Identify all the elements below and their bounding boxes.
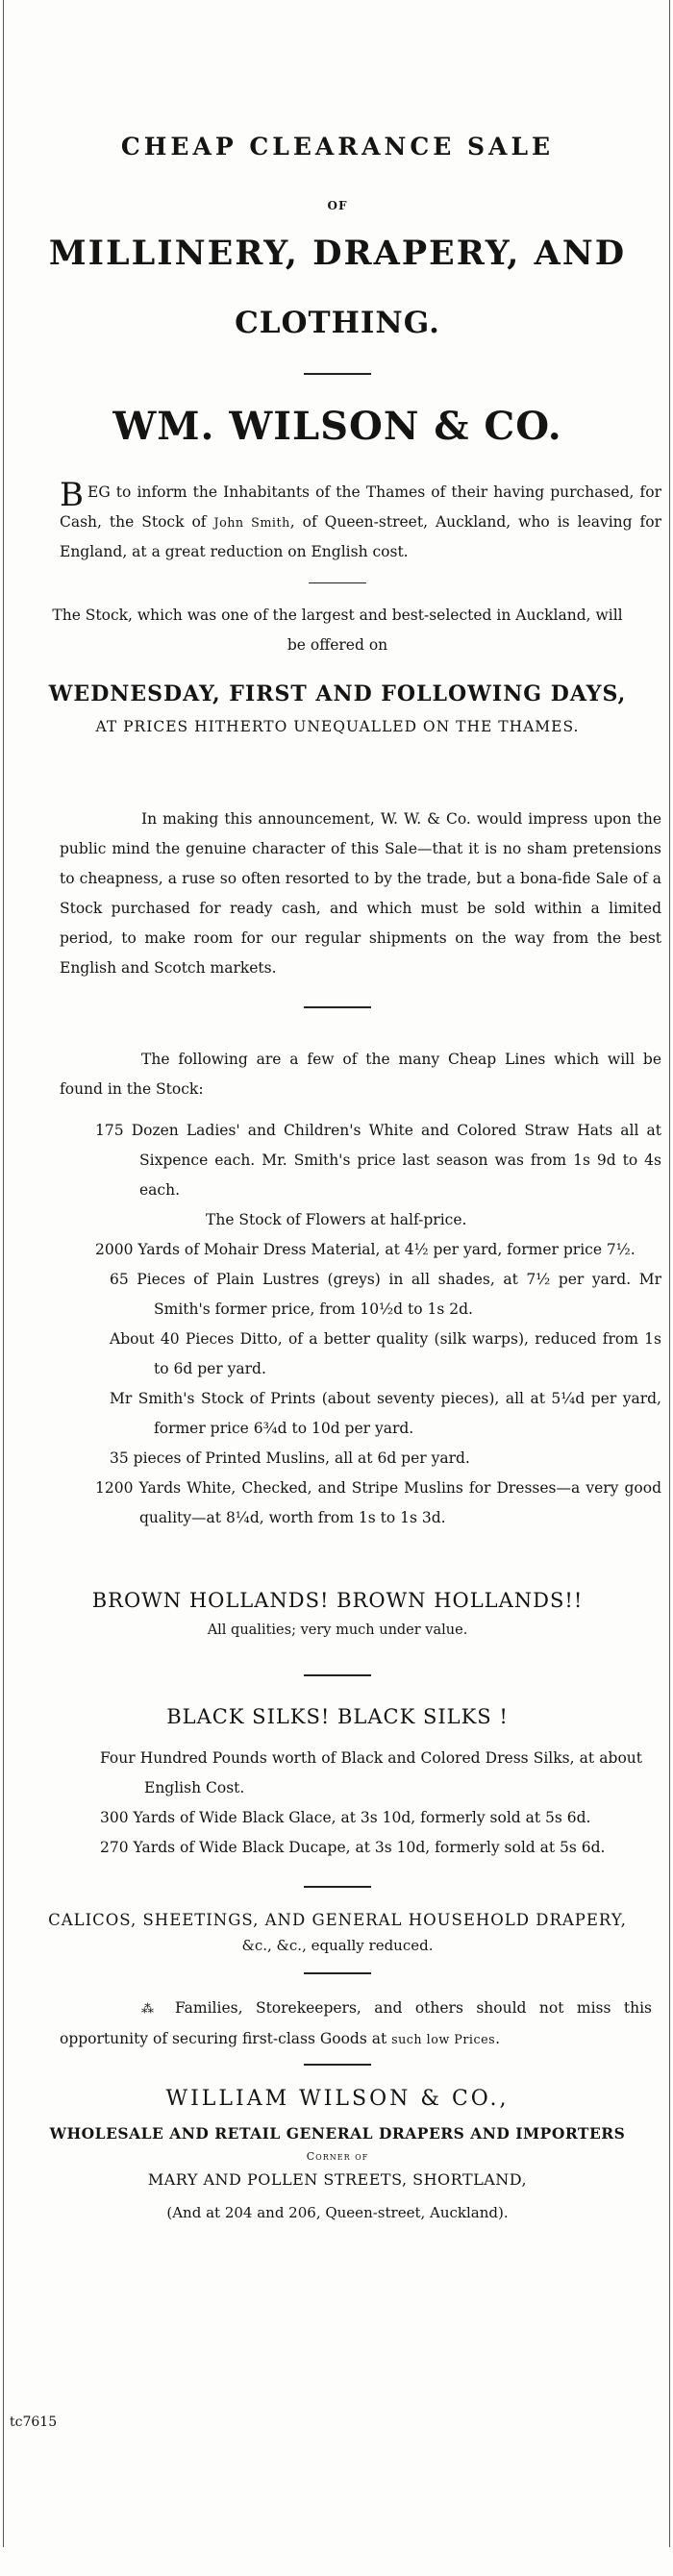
silk-item: 300 Yards of Wide Black Glace, at 3s 10d, formerly sold at 5s 6d. [100,1809,591,1826]
calicos-heading: CALICOS, SHEETINGS, AND GENERAL HOUSEHOLD DRAPERY, [48,1911,627,1929]
left-column-rule [3,0,4,2547]
signature-branch: (And at 204 and 206, Queen-street, Auckland). [166,2204,509,2221]
stock-item: 65 Pieces of Plain Lustres (greys) in all shades, at 7½ per yard. Mr Smith's former price, from 10½d to 1s 2d. [110,1271,661,1318]
cheap-lines-intro: The following are a few of the many Cheap Lines which will be found in the Stock: [60,1051,661,1098]
families-paragraph [60,1994,652,2054]
days-heading: WEDNESDAY, FIRST AND FOLLOWING DAYS, [48,681,627,706]
intro-name: John Smith [213,515,290,530]
advertisement-column [13,0,661,2221]
stock-item: About 40 Pieces Ditto, of a better quality (silk warps), reduced from 1s to 6d per yard. [110,1330,661,1377]
stock-item: Mr Smith's Stock of Prints (about seventy pieces), all at 5¼d per yard, former price 6¾d to 10d per yard. [110,1390,661,1437]
stock-item: 2000 Yards of Mohair Dress Material, at 4½ per yard, former price 7½. [95,1241,636,1258]
heading-sale: CHEAP CLEARANCE SALE [120,133,555,161]
stock-item: 175 Dozen Ladies' and Children's White and Colored Straw Hats all at Sixpence each. Mr. Smith's price last season was from 1s 9d to 4s each. [95,1122,661,1199]
intro-text-start: EG to inform the Inhabitants of the Thames of their having purchased, for Cash, the Stock of [60,483,661,531]
prices-heading: AT PRICES HITHERTO UNEQUALLED ON THE THAMES. [95,718,580,735]
firm-name: WM. WILSON & CO. [112,404,562,449]
heading-of: OF [327,199,348,212]
divider [309,582,366,583]
stock-item-list [13,1116,661,1533]
signature-address: MARY AND POLLEN STREETS, SHORTLAND, [147,2170,528,2189]
silk-item: Four Hundred Pounds worth of Black and Colored Dress Silks, at about English Cost. [100,1749,642,1796]
signature-corner: Corner of [306,2150,369,2163]
divider [304,1886,371,1888]
divider [304,1006,371,1008]
stock-item: The Stock of Flowers at half-price. [206,1211,467,1228]
signature-role: WHOLESALE AND RETAIL GENERAL DRAPERS AND IMPORTERS [49,2124,626,2143]
families-text-start: Families, Storekeepers, and others should not miss this opportunity of securing first-class Goods at [60,1999,653,2047]
divider [304,1972,371,1974]
families-emphasis: such low Prices [391,2032,496,2046]
divider [304,373,371,375]
divider [304,1674,371,1676]
right-column-rule [669,0,670,2547]
heading-clothing: CLOTHING. [235,306,440,340]
stock-offer: The Stock, which was one of the largest and best-selected in Auckland, will be offered on [52,607,623,654]
announcement-paragraph: In making this announcement, W. W. & Co. would impress upon the public mind the genuine character of this Sale—that it is no sham pretensions to cheapness, a ruse so often resorted to by the trade, but a bona-fide Sale of a Stock purchased for ready cash, and which must be sold within a limited period, to make room for our regular shipments on the way from the best English and Scotch markets. [60,810,661,977]
calicos-sub: &c., &c., equally reduced. [241,1937,434,1954]
drop-cap: B [60,476,84,514]
intro-paragraph [60,478,661,567]
silks-heading: BLACK SILKS! BLACK SILKS ! [166,1705,509,1728]
stock-item: 35 pieces of Printed Muslins, all at 6d per yard. [110,1449,470,1467]
asterism-mark: ⁂ [141,2002,162,2017]
silk-item: 270 Yards of Wide Black Ducape, at 3s 10d, formerly sold at 5s 6d. [100,1839,606,1856]
intro-text-end: , of Queen-street, Auckland, who is leaving for England, at a great reduction on English cost. [60,513,661,560]
hollands-sub: All qualities; very much under value. [207,1622,468,1638]
heading-millinery: MILLINERY, DRAPERY, AND [48,234,627,273]
signature-firm: WILLIAM WILSON & CO., [165,2087,510,2111]
families-text-end: . [495,2030,501,2047]
hollands-heading: BROWN HOLLANDS! BROWN HOLLANDS!! [91,1589,584,1612]
divider [304,2064,371,2066]
ad-code: tc7615 [10,2415,58,2430]
stock-item: 1200 Yards White, Checked, and Stripe Muslins for Dresses—a very good quality—at 8¼d, worth from 1s to 1s 3d. [95,1479,661,1526]
silks-list [13,1744,661,1863]
